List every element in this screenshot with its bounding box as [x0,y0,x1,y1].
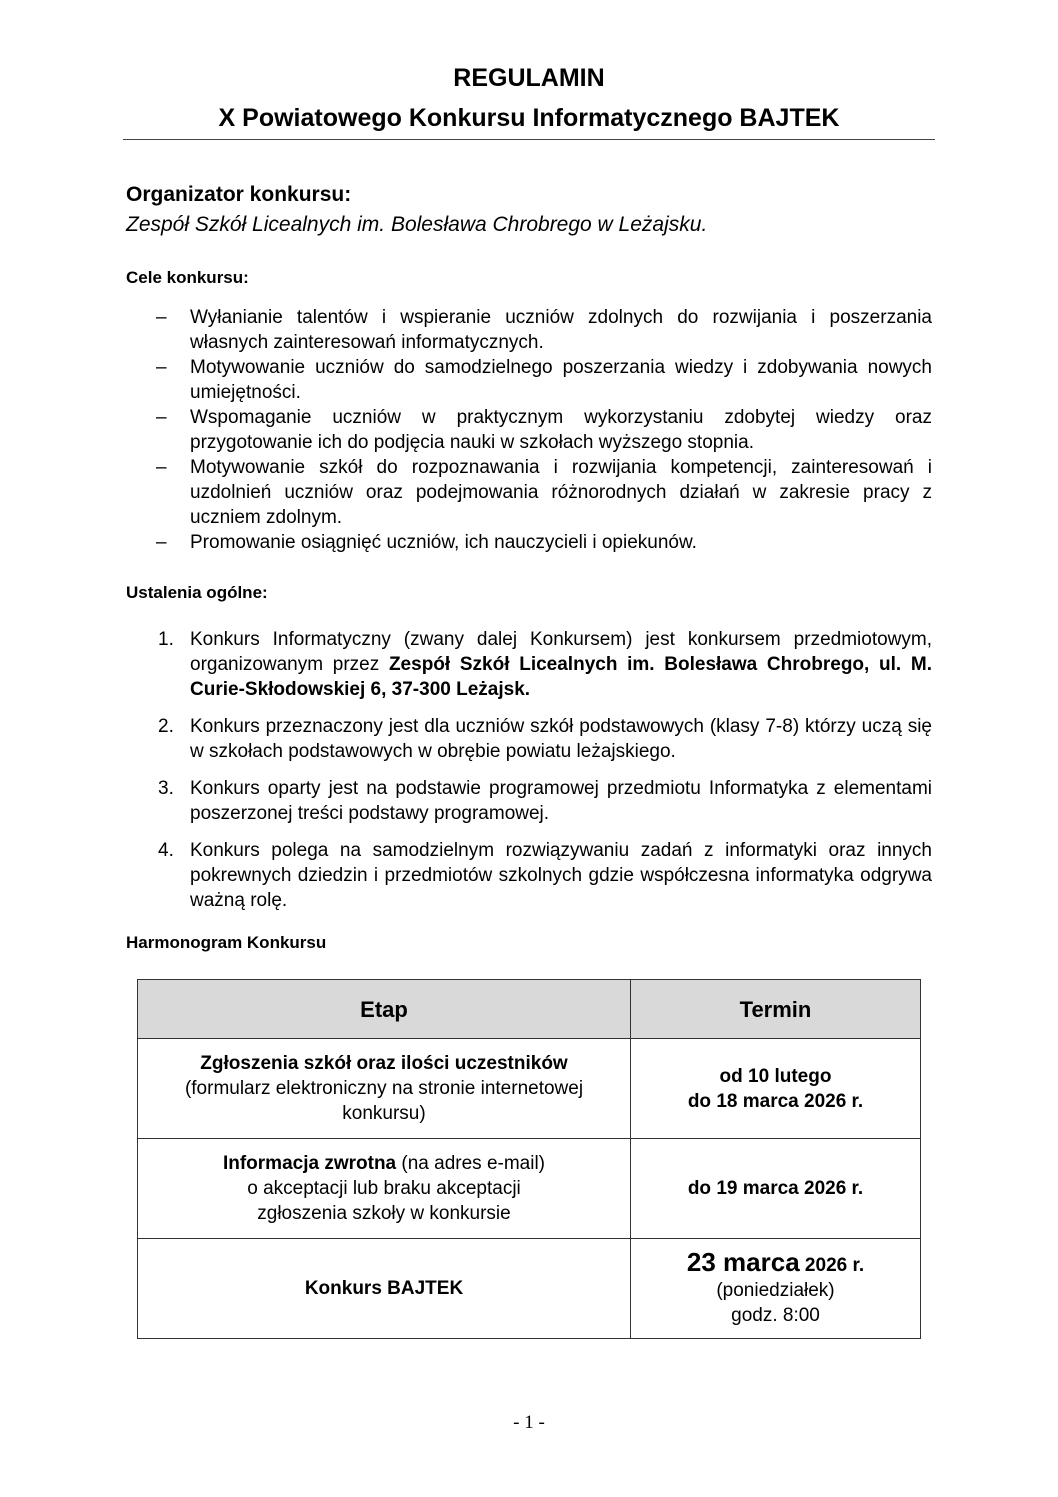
dash-bullet-icon: – [156,407,167,428]
rule-item: 4. Konkurs polega na samodzielnym rozwiązywaniu zadań z informatyki oraz innych pokrewnych dziedzin i przedmiotów szkolnych gdzie współczesna informatyka odgrywa ważną rolę. [158,840,932,911]
table-row [138,1239,921,1339]
schedule-table [137,979,921,1339]
rule-item: 3. Konkurs oparty jest na podstawie programowej przedmiotu Informatyka z elementami poszerzonej treści podstawy programowej. [158,778,932,824]
rule-item: 2. Konkurs przeznaczony jest dla uczniów szkół podstawowych (klasy 7-8) którzy uczą się w szkołach podstawowych w obrębie powiatu leżajskiego. [158,716,932,762]
goal-item: – Motywowanie szkół do rozpoznawania i rozwijania kompetencji, zainteresowań i uzdolnień uczniów oraz podejmowania różnorodnych działań w zakresie pracy z uczniem zdolnym. [156,457,932,528]
document-title: REGULAMIN [453,64,605,92]
page-number: - 1 - [513,1412,545,1433]
table-row [138,1039,921,1139]
table-row [138,1139,921,1239]
stage-cell: Informacja zwrotna (na adres e-mail) o akceptacji lub braku akceptacji zgłoszenia szkoły w konkursie [138,1139,631,1239]
column-header-term: Termin [631,980,921,1039]
term-cell: od 10 lutego do 18 marca 2026 r. [631,1039,921,1139]
dash-bullet-icon: – [156,532,167,553]
goals-heading: Cele konkursu: [126,268,249,287]
goal-item: – Motywowanie uczniów do samodzielnego poszerzania wiedzy i zdobywania nowych umiejętności. [156,357,932,403]
dash-bullet-icon: – [156,357,167,378]
organizer-name: Zespół Szkół Licealnych im. Bolesława Chrobrego w Leżajsku. [126,213,708,236]
general-rules-list [150,627,932,925]
stage-cell: Zgłoszenia szkół oraz ilości uczestników (formularz elektroniczny na stronie internetowej konkursu) [138,1039,631,1139]
term-cell: 23 marca 2026 r. (poniedziałek) godz. 8:00 [631,1239,921,1339]
goal-item: – Promowanie osiągnięć uczniów, ich nauczycieli i opiekunów. [156,532,697,553]
dash-bullet-icon: – [156,457,167,478]
rule-item: 1. Konkurs Informatyczny (zwany dalej Konkursem) jest konkursem przedmiotowym, organizowanym przez Zespół Szkół Licealnych im. Bolesława Chrobrego, ul. M. Curie-Skłodowskiej 6, 37-300 Leżajsk. [158,629,932,700]
document-subtitle: X Powiatowego Konkursu Informatycznego BAJTEK [218,104,840,132]
goal-item: – Wyłanianie talentów i wspieranie uczniów zdolnych do rozwijania i poszerzania własnych zainteresowań informatycznych. [156,307,932,353]
goal-item: – Wspomaganie uczniów w praktycznym wykorzystaniu zdobytej wiedzy oraz przygotowanie ich do podjęcia nauki w szkołach wyższego stopnia. [156,407,932,453]
title-divider [123,139,935,140]
column-header-stage: Etap [138,980,631,1039]
organizer-address: Zespół Szkół Licealnych im. Bolesława Chrobrego, ul. M. Curie-Skłodowskiej 6, 37-300 Leżajsk. [190,654,932,700]
general-heading: Ustalenia ogólne: [126,583,268,602]
goals-list [150,305,932,555]
schedule-heading: Harmonogram Konkursu [126,933,327,952]
table-header-row [138,980,921,1039]
stage-cell: Konkurs BAJTEK [138,1239,631,1339]
organizer-label: Organizator konkursu: [126,183,352,206]
dash-bullet-icon: – [156,307,167,328]
term-cell: do 19 marca 2026 r. [631,1139,921,1239]
